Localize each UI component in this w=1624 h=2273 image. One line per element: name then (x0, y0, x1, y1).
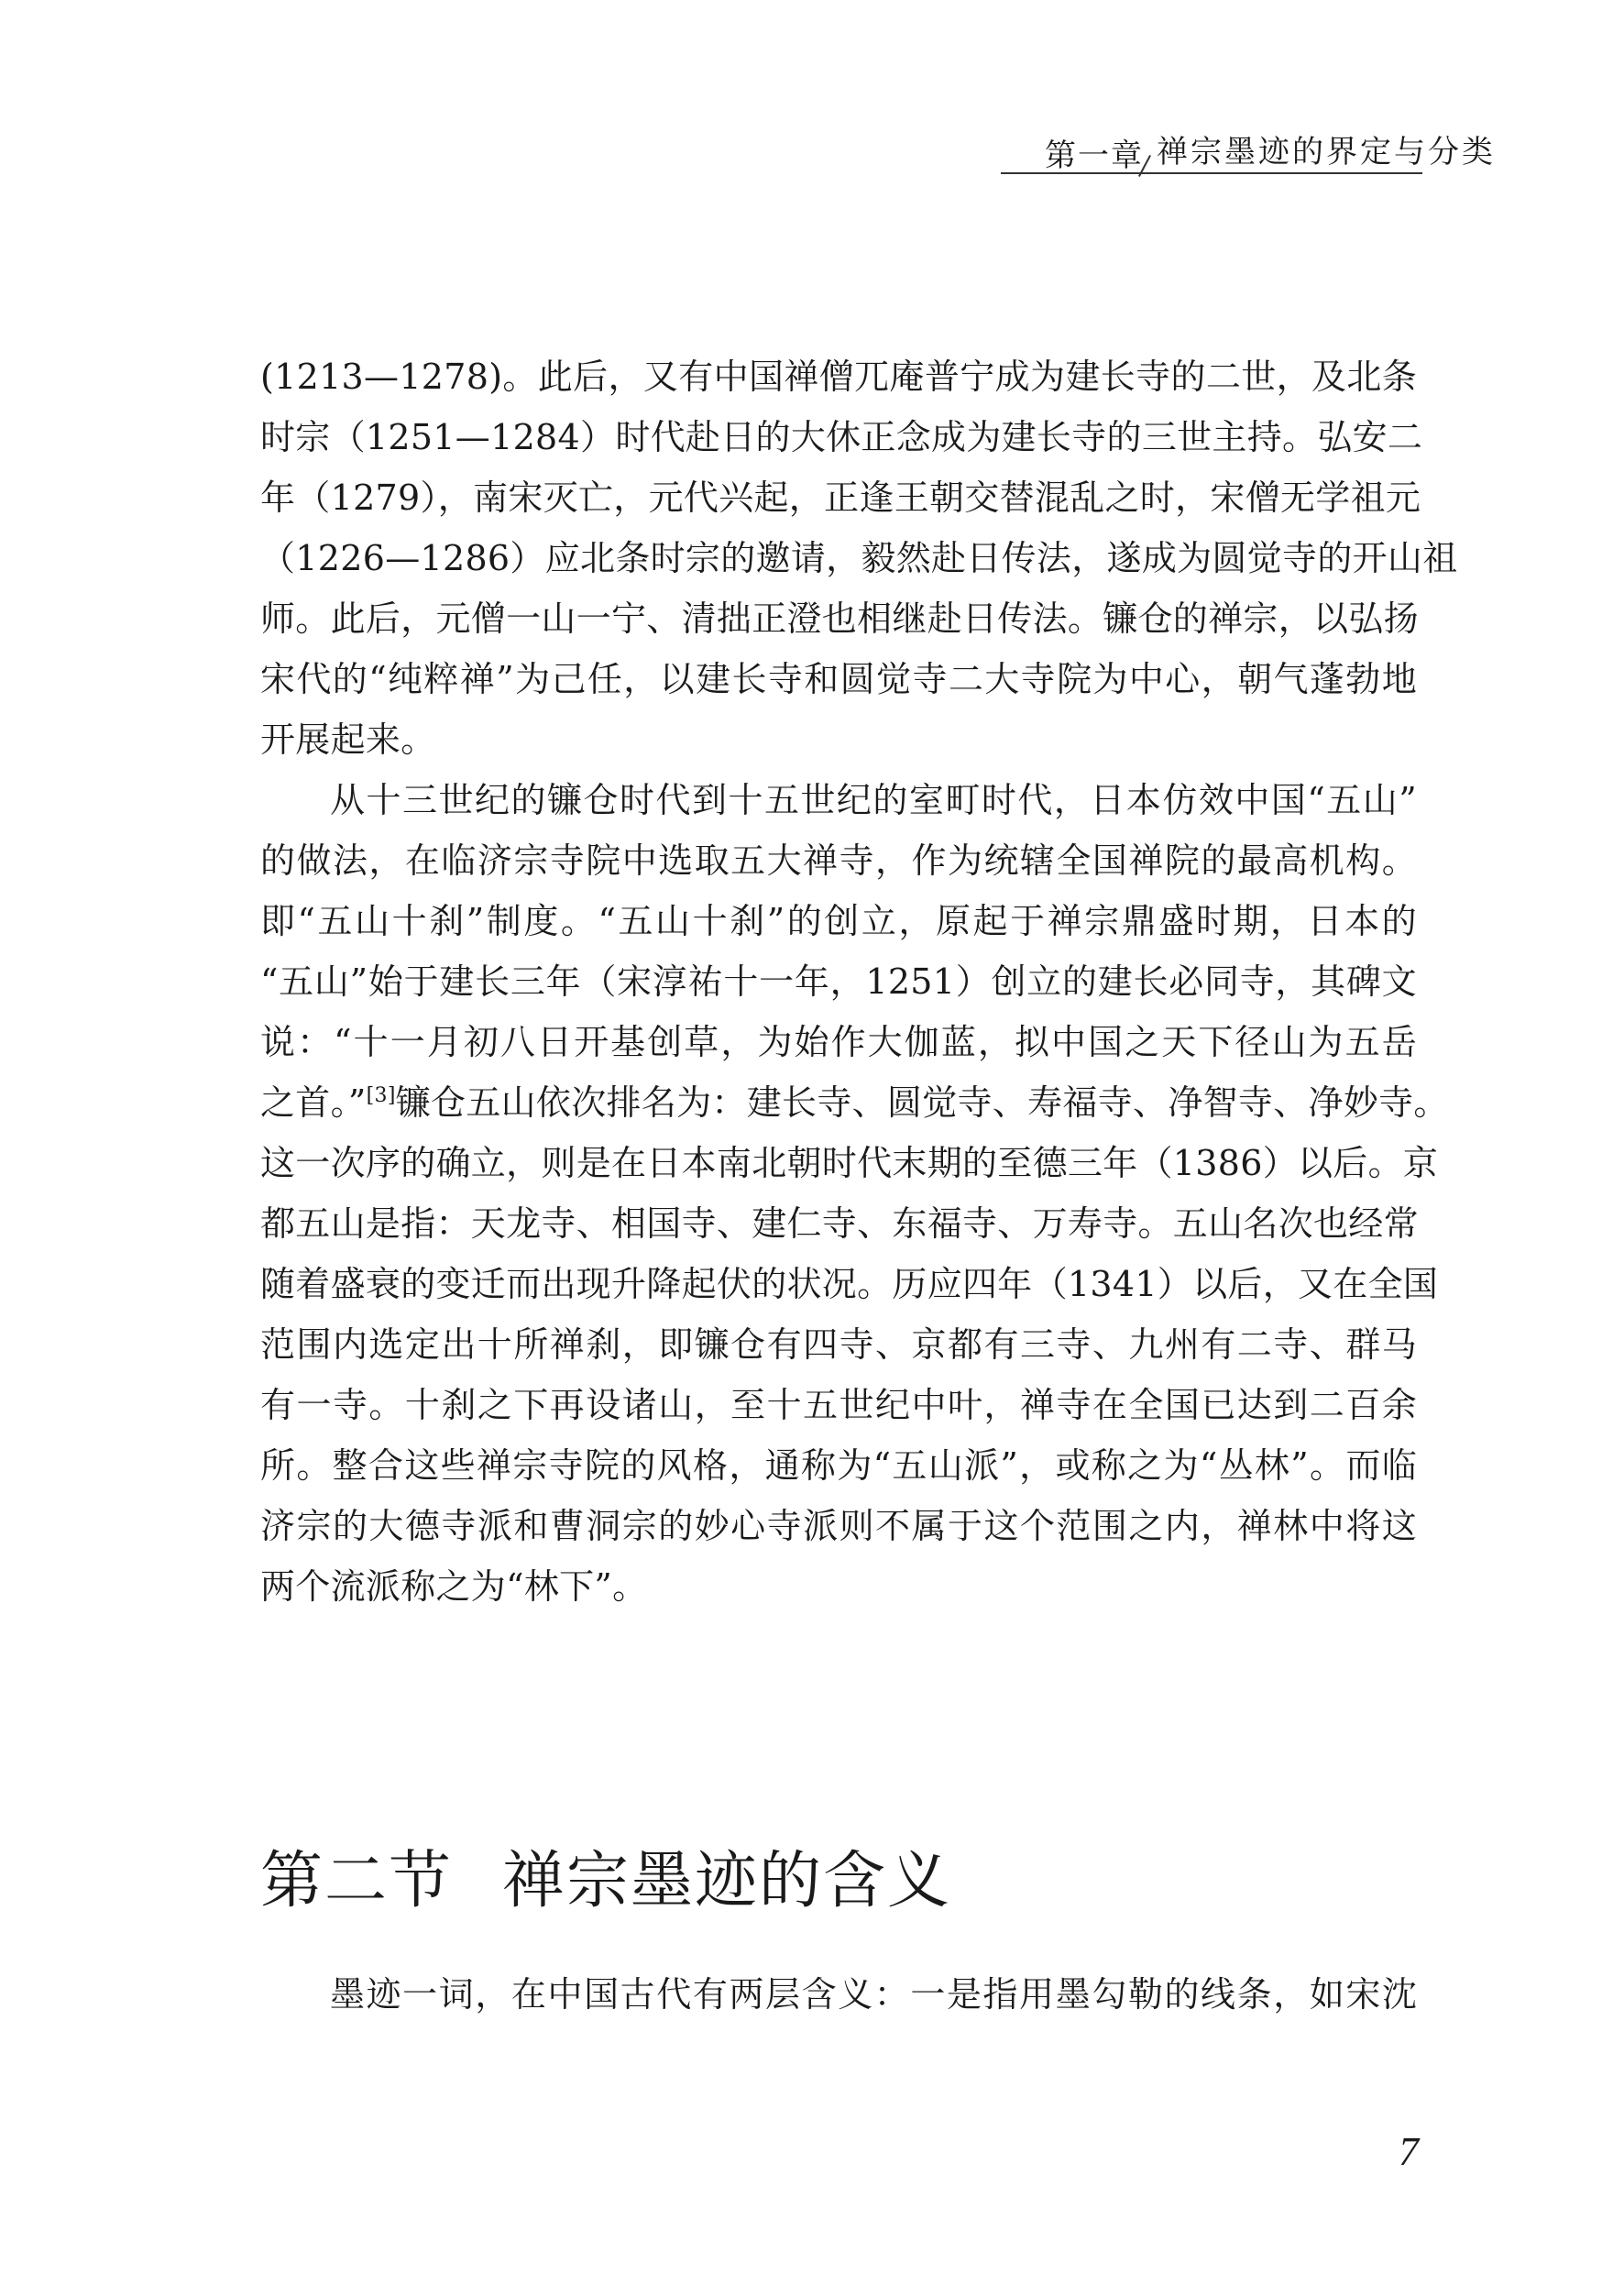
text-line: 所。整合这些禅宗寺院的风格，通称为“五山派”，或称之为“丛林”。而临 (260, 1445, 1417, 1486)
text-line: (1213—1278)。此后，又有中国禅僧兀庵普宁成为建长寺的二世，及北条 (260, 357, 1417, 397)
text-line: 年（1279），南宋灭亡，元代兴起，正逢王朝交替混乱之时，宋僧无学祖元 (260, 478, 1421, 518)
text-line: 都五山是指：天龙寺、相国寺、建仁寺、东福寺、万寿寺。五山名次也经常 (260, 1203, 1419, 1244)
text-line: “五山”始于建长三年（宋淳祐十一年，1251）创立的建长必同寺，其碑文 (260, 961, 1417, 1002)
text-line: 这一次序的确立，则是在日本南北朝时代末期的至德三年（1386）以后。京 (260, 1143, 1439, 1183)
header-rule (1001, 172, 1422, 174)
text-line: 时宗（1251—1284）时代赴日的大休正念成为建长寺的三世主持。弘安二 (260, 417, 1423, 457)
section-title: 禅宗墨迹的含义 (502, 1845, 952, 1917)
quote-end: 之首。” (260, 1082, 367, 1123)
text-line: （1226—1286）应北条时宗的邀请，毅然赴日传法，遂成为圆觉寺的开山祖 (260, 538, 1458, 578)
text-line: 有一寺。十刹之下再设诸山，至十五世纪中叶，禅寺在全国已达到二百余 (260, 1385, 1417, 1425)
text-line: 的做法，在临济宗寺院中选取五大禅寺，作为统辖全国禅院的最高机构。 (260, 840, 1417, 881)
paragraph-start-line: 从十三世纪的镰仓时代到十五世纪的室町时代，日本仿效中国“五山” (330, 780, 1417, 820)
section-first-line: 墨迹一词，在中国古代有两层含义：一是指用墨勾勒的线条，如宋沈 (330, 1974, 1417, 2015)
header-chapter: 第一章 (1045, 137, 1144, 174)
page-number: 7 (1399, 2129, 1419, 2174)
text-line: 随着盛衰的变迁而出现升降起伏的状况。历应四年（1341）以后，又在全国 (260, 1264, 1439, 1304)
text-continuation: 镰仓五山依次排名为：建长寺、圆觉寺、寿福寺、净智寺、净妙寺。 (395, 1082, 1449, 1123)
section-number: 第二节 (260, 1845, 454, 1917)
text-line-with-footnote (260, 1072, 1449, 1133)
text-line: 范围内选定出十所禅刹，即镰仓有四寺、京都有三寺、九州有二寺、群马 (260, 1324, 1417, 1365)
footnote-reference[interactable]: [3] (366, 1084, 396, 1107)
text-line: 两个流派称之为“林下”。 (260, 1566, 648, 1607)
running-header (1001, 125, 1496, 180)
text-line: 宋代的“纯粹禅”为己任，以建长寺和圆觉寺二大寺院为中心，朝气蓬勃地 (260, 659, 1417, 699)
text-line: 即“五山十刹”制度。“五山十刹”的创立，原起于禅宗鼎盛时期，日本的 (260, 901, 1417, 941)
text-line: 师。此后，元僧一山一宁、清拙正澄也相继赴日传法。镰仓的禅宗，以弘扬 (260, 598, 1419, 639)
header-chapter-title: 禅宗墨迹的界定与分类 (1157, 134, 1496, 170)
body-text (260, 346, 1458, 1617)
text-line: 济宗的大德寺派和曹洞宗的妙心寺派则不属于这个范围之内，禅林中将这 (260, 1506, 1417, 1546)
section-heading (260, 1831, 951, 1920)
text-line: 开展起来。 (260, 719, 436, 760)
text-line: 说：“十一月初八日开基创草，为始作大伽蓝，拟中国之天下径山为五岳 (260, 1022, 1417, 1062)
